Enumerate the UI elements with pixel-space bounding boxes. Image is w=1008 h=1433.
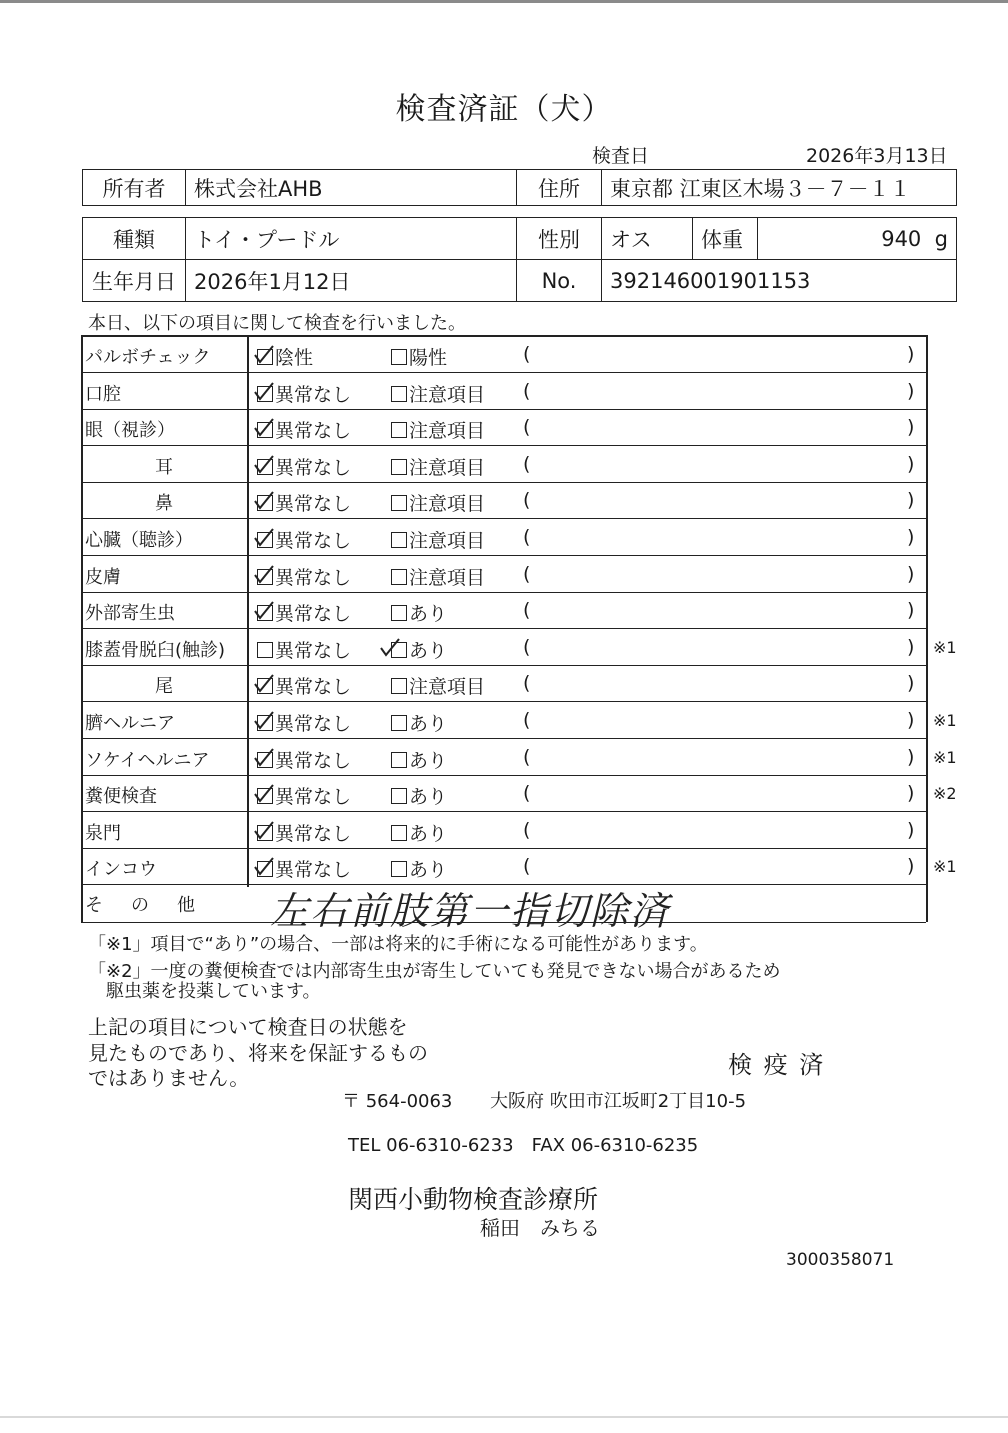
clinic-address: 大阪府 吹田市江坂町2丁目10-5 — [490, 1091, 747, 1112]
check-mark-icon — [253, 453, 275, 475]
sex-value: オス — [602, 218, 693, 260]
option-finding-label: あり — [409, 639, 448, 662]
remark-open-paren: ( — [523, 818, 531, 841]
remark-open-paren: ( — [523, 855, 531, 878]
breed-value: トイ・プードル — [186, 218, 517, 260]
remark-close-paren: ) — [907, 379, 915, 402]
remark-close-paren: ) — [907, 782, 915, 805]
option-normal-label: 異常なし — [275, 603, 352, 626]
exam-date-label: 検査日 — [592, 145, 650, 167]
check-mark-icon — [253, 416, 275, 438]
footnote-marker: ※1 — [933, 747, 957, 767]
checkbox-icon[interactable] — [391, 605, 407, 621]
disclaimer-line-2: 見たものであり、将来を保証するもの — [88, 1041, 428, 1065]
check-mark-icon — [253, 526, 275, 548]
check-mark-icon — [253, 672, 275, 694]
item-name: 心臓（聴診） — [85, 530, 193, 551]
weight-cell — [758, 218, 957, 260]
checkbox-icon[interactable] — [391, 678, 407, 694]
checklist-row — [81, 740, 957, 776]
check-mark-icon — [253, 343, 275, 365]
remark-close-paren: ) — [907, 452, 915, 475]
remark-close-paren: ) — [907, 343, 915, 365]
checklist-row — [81, 447, 926, 483]
footnote-2a: 「※2」一度の糞便検査では内部寄生虫が寄生していても発見できない場合があるため — [88, 961, 781, 982]
checklist-row — [81, 337, 926, 373]
weight-label: 体重 — [693, 218, 758, 260]
item-name: 眼（視診） — [85, 420, 175, 442]
option-normal-label: 異常なし — [275, 786, 352, 809]
exam-date: 2026年3月13日 — [806, 145, 948, 167]
check-mark-icon — [253, 709, 275, 731]
option-finding-label: 注意項目 — [409, 493, 486, 516]
option-finding-checkbox[interactable] — [391, 489, 485, 516]
checkbox-icon[interactable] — [391, 459, 407, 475]
breed-label: 種類 — [83, 218, 186, 260]
checklist-row — [81, 776, 957, 812]
remark-close-paren: ) — [907, 416, 915, 439]
item-name: 鼻 — [155, 493, 173, 515]
item-name: ソケイヘルニア — [85, 749, 210, 771]
option-finding-checkbox[interactable] — [391, 416, 485, 443]
remark-open-paren: ( — [523, 526, 531, 548]
option-finding-label: あり — [409, 713, 448, 735]
remark-open-paren: ( — [523, 489, 531, 512]
no-label: No. — [517, 260, 602, 302]
checkbox-icon[interactable] — [391, 861, 407, 877]
option-normal-label: 異常なし — [275, 456, 352, 479]
check-mark-icon — [379, 636, 401, 658]
remark-close-paren: ) — [907, 599, 915, 622]
owner-table — [82, 169, 957, 206]
checklist-row — [81, 374, 926, 410]
item-name: 口腔 — [85, 383, 121, 405]
option-normal-label: 異常なし — [275, 676, 352, 699]
checkbox-icon[interactable] — [391, 422, 407, 438]
remark-close-paren: ) — [907, 489, 915, 512]
checkbox-icon[interactable] — [391, 788, 407, 804]
checkbox-icon[interactable] — [391, 495, 407, 511]
option-normal-label: 異常なし — [275, 713, 352, 735]
checkbox-icon[interactable] — [391, 349, 407, 365]
remark-open-paren: ( — [523, 452, 531, 475]
option-normal-label: 異常なし — [275, 749, 352, 772]
option-finding-label: 注意項目 — [409, 530, 486, 552]
checkbox-icon[interactable] — [391, 569, 407, 585]
weight-unit: g — [934, 226, 948, 251]
disclaimer-line-1: 上記の項目について検査日の状態を — [88, 1015, 408, 1039]
remark-open-paren: ( — [523, 672, 531, 695]
option-finding-checkbox[interactable] — [391, 563, 485, 590]
option-normal-label: 異常なし — [275, 493, 352, 516]
footnote-marker: ※1 — [933, 637, 957, 657]
birth-value: 2026年1月12日 — [186, 260, 517, 302]
option-normal-label: 異常なし — [275, 639, 352, 662]
checklist-right-border — [926, 335, 928, 922]
other-label: その他 — [85, 895, 223, 916]
check-mark-icon — [253, 599, 275, 621]
footnote-2b: 駆虫薬を投薬しています。 — [106, 981, 321, 1002]
other-handwritten-note: 左右前肢第一指切除済 — [270, 889, 671, 933]
item-name: 臍ヘルニア — [85, 713, 175, 734]
item-name: パルボチェック — [85, 347, 211, 368]
doctor-name: 稲田 みちる — [480, 1216, 600, 1240]
scan-bottom-edge — [0, 1416, 1008, 1418]
check-mark-icon — [253, 746, 275, 768]
option-finding-label: 注意項目 — [409, 420, 486, 443]
footnote-1: 「※1」項目で“あり”の場合、一部は将来的に手術になる可能性があります。 — [88, 934, 708, 955]
remark-close-paren: ) — [907, 745, 915, 768]
option-finding-checkbox[interactable] — [391, 819, 447, 846]
option-normal-label: 異常なし — [275, 383, 352, 406]
remark-close-paren: ) — [907, 818, 915, 841]
check-mark-icon — [253, 855, 275, 877]
option-finding-checkbox[interactable] — [391, 855, 447, 882]
remark-open-paren: ( — [523, 709, 531, 731]
option-finding-checkbox[interactable] — [391, 599, 447, 626]
checklist-row — [81, 520, 926, 556]
remark-open-paren: ( — [523, 416, 531, 439]
tel-fax: TEL 06-6310-6233 FAX 06-6310-6235 — [348, 1135, 699, 1156]
checkbox-icon[interactable] — [391, 715, 407, 731]
weight-value: 940 — [881, 226, 922, 251]
option-normal-label: 異常なし — [275, 859, 352, 882]
item-name: 皮膚 — [85, 566, 121, 588]
option-finding-label: 注意項目 — [409, 676, 486, 699]
checklist-row — [81, 703, 957, 739]
checklist-row — [81, 666, 926, 702]
clinic-name: 関西小動物検査診療所 — [348, 1185, 599, 1214]
remark-open-paren: ( — [523, 562, 531, 585]
option-normal-label: 異常なし — [275, 822, 352, 845]
check-mark-icon — [253, 489, 275, 511]
checkbox-icon[interactable] — [257, 642, 273, 658]
owner-value: 株式会社AHB — [186, 170, 517, 206]
option-finding-checkbox[interactable] — [391, 672, 485, 699]
footnote-marker: ※1 — [933, 711, 957, 730]
item-name: 泉門 — [85, 822, 121, 844]
item-name: 耳 — [155, 456, 173, 478]
disclaimer-line-3: ではありません。 — [88, 1066, 250, 1090]
footnote-marker: ※2 — [933, 784, 957, 804]
checkbox-icon[interactable] — [391, 752, 407, 768]
remark-close-paren: ) — [907, 526, 915, 548]
checkbox-icon[interactable] — [391, 825, 407, 841]
address-label: 住所 — [517, 170, 602, 206]
option-finding-checkbox[interactable] — [391, 453, 485, 480]
option-finding-checkbox[interactable] — [391, 709, 447, 736]
option-normal-label: 異常なし — [275, 566, 352, 589]
checklist-row — [81, 630, 957, 666]
footnote-marker: ※1 — [933, 857, 957, 877]
quarantine-stamp: 検 疫 済 — [728, 1051, 826, 1079]
check-mark-icon — [253, 563, 275, 585]
checklist-row — [81, 813, 926, 849]
checklist-row — [81, 410, 926, 446]
option-finding-checkbox[interactable] — [391, 746, 447, 773]
checklist-row — [81, 593, 926, 629]
option-finding-label: 注意項目 — [409, 456, 486, 479]
page-title: 検査済証（犬） — [395, 92, 613, 127]
option-finding-checkbox[interactable] — [391, 782, 447, 809]
item-name: インコウ — [85, 859, 157, 881]
option-finding-label: あり — [409, 749, 448, 772]
item-name: 尾 — [155, 676, 173, 698]
checkbox-icon[interactable] — [391, 386, 407, 402]
option-normal-label: 異常なし — [275, 420, 352, 443]
option-finding-label: 注意項目 — [409, 383, 486, 406]
option-finding-checkbox[interactable] — [391, 380, 485, 407]
birth-label: 生年月日 — [83, 260, 186, 302]
option-finding-label: あり — [409, 822, 448, 845]
remark-open-paren: ( — [523, 379, 531, 402]
check-mark-icon — [253, 819, 275, 841]
remark-close-paren: ) — [907, 672, 915, 695]
remark-open-paren: ( — [523, 599, 531, 622]
remark-close-paren: ) — [907, 635, 915, 658]
remark-close-paren: ) — [907, 562, 915, 585]
checklist-row — [81, 483, 926, 519]
checkbox-icon[interactable] — [391, 532, 407, 548]
item-name: 外部寄生虫 — [85, 603, 175, 625]
option-finding-checkbox[interactable] — [391, 526, 485, 553]
remark-close-paren: ) — [907, 855, 915, 878]
option-normal-label: 陰性 — [275, 347, 314, 369]
remark-open-paren: ( — [523, 635, 531, 658]
check-mark-icon — [253, 782, 275, 804]
remark-open-paren: ( — [523, 745, 531, 768]
intro-text: 本日、以下の項目に関して検査を行いました。 — [88, 313, 466, 334]
check-mark-icon — [253, 380, 275, 402]
no-value: 392146001901153 — [602, 260, 957, 302]
checklist-row — [81, 557, 926, 593]
option-finding-label: あり — [409, 603, 448, 626]
postal-code: 〒 564-0063 — [342, 1091, 453, 1112]
option-finding-label: 注意項目 — [409, 566, 486, 589]
option-normal-label: 異常なし — [275, 530, 352, 552]
item-name: 糞便検査 — [85, 786, 157, 808]
option-normal-checkbox[interactable] — [257, 636, 351, 663]
document-number: 3000358071 — [786, 1250, 895, 1270]
scan-top-edge — [0, 0, 1008, 3]
animal-table — [82, 217, 957, 302]
remark-close-paren: ) — [907, 709, 915, 731]
option-finding-label: 陽性 — [409, 347, 448, 369]
option-finding-label: あり — [409, 786, 448, 809]
sex-label: 性別 — [517, 218, 602, 260]
remark-open-paren: ( — [523, 343, 531, 365]
remark-open-paren: ( — [523, 782, 531, 805]
owner-label: 所有者 — [83, 170, 186, 206]
option-finding-checkbox[interactable] — [391, 343, 447, 370]
option-finding-label: あり — [409, 859, 448, 882]
address-value: 東京都 江東区木場３－７－１１ — [602, 170, 957, 206]
item-name: 膝蓋骨脱臼(触診) — [85, 639, 226, 661]
